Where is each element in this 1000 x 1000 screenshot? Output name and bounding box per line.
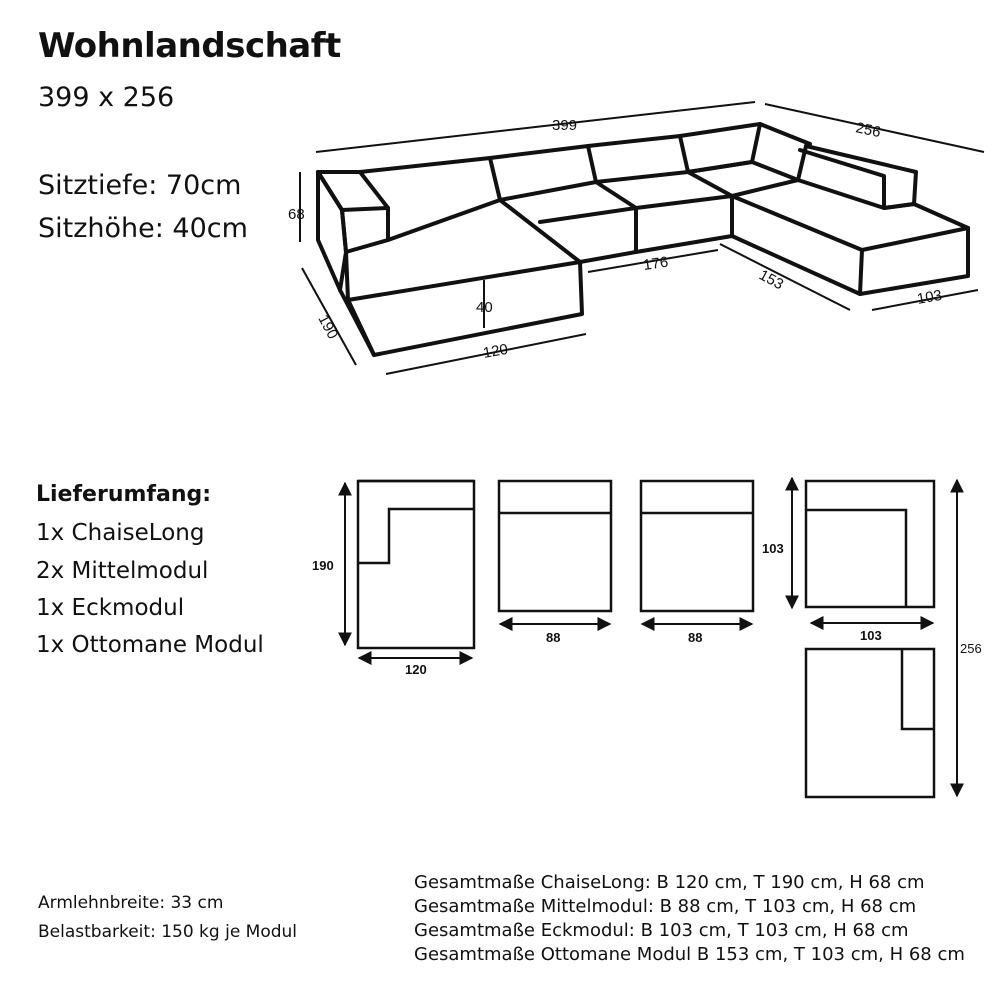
middle-module-2-plan: [641, 481, 753, 624]
scope-item: 1x ChaiseLong: [36, 520, 205, 546]
isometric-sofa: [318, 124, 968, 355]
scope-item: 1x Ottomane Modul: [36, 632, 264, 658]
spec-ottoman: Gesamtmaße Ottomane Modul B 153 cm, T 103 cm, H 68 cm: [414, 944, 965, 965]
iso-chaise-width-label: 120: [481, 340, 510, 362]
iso-seat-height-label: 40: [476, 299, 493, 316]
iso-depth-label: 256: [854, 119, 883, 142]
iso-chaise-depth-label: 190: [314, 311, 342, 342]
ottoman-module-plan: [806, 649, 934, 797]
scope-item: 2x Mittelmodul: [36, 558, 209, 584]
spec-middle: Gesamtmaße Mittelmodul: B 88 cm, T 103 cm, H 68 cm: [414, 896, 917, 917]
scope-item: 1x Eckmodul: [36, 595, 185, 621]
scope-heading: Lieferumfang:: [36, 482, 212, 507]
overall-dimensions: 399 x 256: [38, 82, 175, 113]
page-title: Wohnlandschaft: [38, 26, 341, 66]
corner-plan-height: 103: [762, 541, 784, 556]
chaise-plan: [345, 481, 474, 658]
load-capacity-note: Belastbarkeit: 150 kg je Modul: [38, 922, 298, 942]
chaise-plan-height: 190: [312, 558, 334, 573]
middle-1-plan-width: 88: [546, 630, 561, 645]
middle-module-1-plan: [499, 481, 611, 624]
chaise-plan-width: 120: [405, 662, 427, 677]
iso-ottoman-width-label: 103: [915, 286, 944, 308]
iso-middle-length-label: 176: [642, 253, 670, 274]
middle-2-plan-width: 88: [688, 630, 703, 645]
iso-height-label: 68: [288, 206, 305, 223]
seat-depth-label: Sitztiefe: 70cm: [38, 170, 242, 201]
seat-height-label: Sitzhöhe: 40cm: [38, 213, 248, 244]
total-depth-label: 256: [960, 641, 982, 656]
iso-width-label: 399: [552, 117, 578, 134]
corner-plan-width: 103: [860, 628, 882, 643]
corner-module-plan: [792, 478, 934, 623]
iso-ottoman-depth-label: 153: [756, 266, 787, 294]
iso-dimension-lines: [300, 102, 984, 374]
spec-corner: Gesamtmaße Eckmodul: B 103 cm, T 103 cm, H 68 cm: [414, 920, 909, 941]
armrest-width-note: Armlehnbreite: 33 cm: [38, 893, 224, 913]
spec-chaise: Gesamtmaße ChaiseLong: B 120 cm, T 190 cm, H 68 cm: [414, 872, 925, 893]
